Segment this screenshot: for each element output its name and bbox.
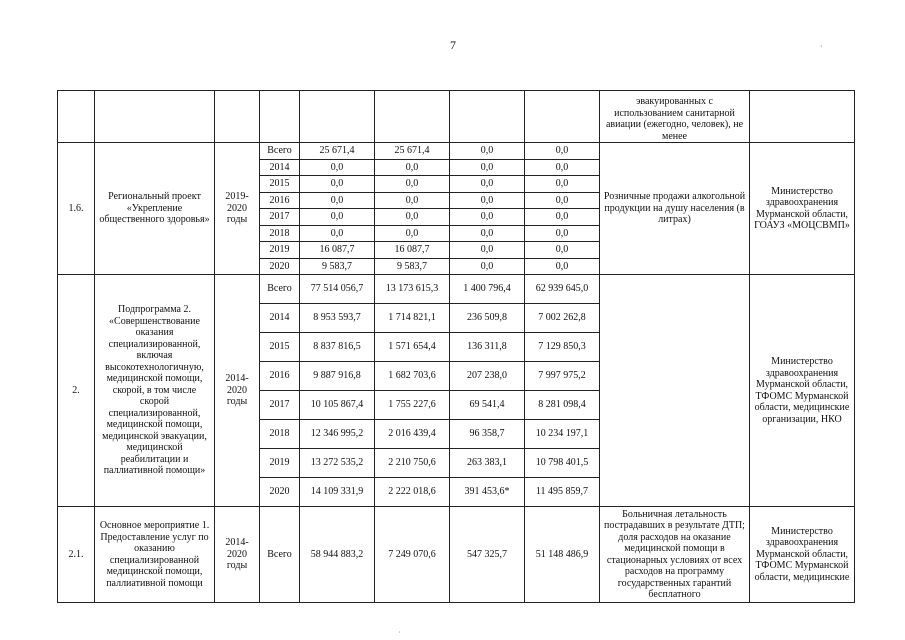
source-3-value: 0,0 <box>525 176 600 193</box>
year-cell: 2020 <box>260 258 300 275</box>
empty-cell <box>375 91 450 143</box>
total-value: 0,0 <box>300 192 375 209</box>
year-cell: 2017 <box>260 391 300 420</box>
total-value: 16 087,7 <box>300 242 375 259</box>
year-cell: 2018 <box>260 420 300 449</box>
source-2-value: 0,0 <box>450 143 525 160</box>
period-cell: 2014-2020 годы <box>215 275 260 507</box>
source-2-value: 0,0 <box>450 209 525 226</box>
source-1-value: 1 714 821,1 <box>375 304 450 333</box>
source-3-value: 7 002 262,8 <box>525 304 600 333</box>
source-1-value: 0,0 <box>375 209 450 226</box>
source-2-value: 1 400 796,4 <box>450 275 525 304</box>
source-1-value: 2 016 439,4 <box>375 420 450 449</box>
page-number: 7 <box>450 38 456 52</box>
measure-name: Подпрограмма 2. «Совершенствование оказания специализированной, включая высокотехнологичную, медицинской помощи, скорой, в том числе скорой специализированной, медицинской помощи, медицинской эвакуации, медицинской реабилитации и паллиативной помощи» <box>95 275 215 507</box>
total-value: 14 109 331,9 <box>300 478 375 507</box>
indicator-cell: эвакуированных с использованием санитарной авиации (ежегодно, человек), не менее <box>600 91 750 143</box>
source-2-value: 0,0 <box>450 258 525 275</box>
source-1-value: 0,0 <box>375 225 450 242</box>
scan-speck: · <box>820 42 823 51</box>
source-2-value: 236 509,8 <box>450 304 525 333</box>
source-3-value: 0,0 <box>525 258 600 275</box>
source-3-value: 0,0 <box>525 192 600 209</box>
indicator-cell: Больничная летальность пострадавших в результате ДТП; доля расходов на оказание медицинской помощи в стационарных условиях от всех расходов на программу государственных гарантий бесплатного <box>600 507 750 603</box>
total-value: 9 583,7 <box>300 258 375 275</box>
source-1-value: 16 087,7 <box>375 242 450 259</box>
empty-cell <box>95 91 215 143</box>
source-3-value: 10 798 401,5 <box>525 449 600 478</box>
source-3-value: 0,0 <box>525 209 600 226</box>
total-value: 0,0 <box>300 159 375 176</box>
measure-name: Основное мероприятие 1. Предоставление услуг по оказанию специализированной медицинской помощи, паллиативной помощи <box>95 507 215 603</box>
executor-cell: Министерство здравоохранения Мурманской области, ТФОМС Мурманской области, медицинские организации, НКО <box>750 275 855 507</box>
source-1-value: 9 583,7 <box>375 258 450 275</box>
table-row <box>58 275 855 304</box>
empty-cell <box>215 91 260 143</box>
year-cell: 2014 <box>260 159 300 176</box>
source-3-value: 62 939 645,0 <box>525 275 600 304</box>
total-value: 8 953 593,7 <box>300 304 375 333</box>
period-cell: 2019-2020 годы <box>215 143 260 275</box>
source-1-value: 0,0 <box>375 192 450 209</box>
source-2-value: 207 238,0 <box>450 362 525 391</box>
row-number: 1.6. <box>58 143 95 275</box>
source-1-value: 7 249 070,6 <box>375 507 450 603</box>
source-2-value: 547 325,7 <box>450 507 525 603</box>
total-value: 8 837 816,5 <box>300 333 375 362</box>
empty-cell <box>750 91 855 143</box>
total-value: 0,0 <box>300 225 375 242</box>
measure-name: Региональный проект «Укрепление общественного здоровья» <box>95 143 215 275</box>
empty-cell <box>260 91 300 143</box>
source-3-value: 0,0 <box>525 242 600 259</box>
source-3-value: 0,0 <box>525 159 600 176</box>
year-cell: Всего <box>260 507 300 603</box>
source-1-value: 2 222 018,6 <box>375 478 450 507</box>
period-cell: 2014-2020 годы <box>215 507 260 603</box>
total-value: 0,0 <box>300 209 375 226</box>
total-value: 12 346 995,2 <box>300 420 375 449</box>
source-1-value: 0,0 <box>375 176 450 193</box>
total-value: 0,0 <box>300 176 375 193</box>
source-3-value: 51 148 486,9 <box>525 507 600 603</box>
source-1-value: 1 682 703,6 <box>375 362 450 391</box>
year-cell: 2014 <box>260 304 300 333</box>
source-3-value: 7 129 850,3 <box>525 333 600 362</box>
source-2-value: 96 358,7 <box>450 420 525 449</box>
source-2-value: 391 453,6* <box>450 478 525 507</box>
year-cell: 2019 <box>260 449 300 478</box>
source-3-value: 11 495 859,7 <box>525 478 600 507</box>
scan-speck: · <box>398 628 401 637</box>
source-2-value: 0,0 <box>450 242 525 259</box>
year-cell: 2019 <box>260 242 300 259</box>
empty-cell <box>450 91 525 143</box>
table-row <box>58 91 855 143</box>
year-cell: Всего <box>260 275 300 304</box>
year-cell: 2018 <box>260 225 300 242</box>
source-3-value: 0,0 <box>525 225 600 242</box>
total-value: 25 671,4 <box>300 143 375 160</box>
table-row <box>58 143 855 160</box>
year-cell: 2015 <box>260 333 300 362</box>
source-1-value: 2 210 750,6 <box>375 449 450 478</box>
executor-cell: Министерство здравоохранения Мурманской области, ГОАУЗ «МОЦСВМП» <box>750 143 855 275</box>
year-cell: 2020 <box>260 478 300 507</box>
total-value: 77 514 056,7 <box>300 275 375 304</box>
total-value: 10 105 867,4 <box>300 391 375 420</box>
year-cell: 2016 <box>260 192 300 209</box>
empty-cell <box>525 91 600 143</box>
source-1-value: 13 173 615,3 <box>375 275 450 304</box>
source-3-value: 7 997 975,2 <box>525 362 600 391</box>
source-2-value: 0,0 <box>450 225 525 242</box>
year-cell: 2015 <box>260 176 300 193</box>
executor-cell: Министерство здравоохранения Мурманской области, ТФОМС Мурманской области, медицинские <box>750 507 855 603</box>
table-row <box>58 507 855 603</box>
source-1-value: 0,0 <box>375 159 450 176</box>
row-number: 2.1. <box>58 507 95 603</box>
source-2-value: 0,0 <box>450 176 525 193</box>
total-value: 9 887 916,8 <box>300 362 375 391</box>
source-1-value: 25 671,4 <box>375 143 450 160</box>
source-2-value: 0,0 <box>450 159 525 176</box>
source-2-value: 263 383,1 <box>450 449 525 478</box>
indicator-cell <box>600 275 750 507</box>
empty-cell <box>58 91 95 143</box>
row-number: 2. <box>58 275 95 507</box>
source-3-value: 8 281 098,4 <box>525 391 600 420</box>
year-cell: Всего <box>260 143 300 160</box>
source-1-value: 1 755 227,6 <box>375 391 450 420</box>
total-value: 13 272 535,2 <box>300 449 375 478</box>
source-1-value: 1 571 654,4 <box>375 333 450 362</box>
total-value: 58 944 883,2 <box>300 507 375 603</box>
empty-cell <box>300 91 375 143</box>
source-2-value: 69 541,4 <box>450 391 525 420</box>
source-2-value: 136 311,8 <box>450 333 525 362</box>
year-cell: 2016 <box>260 362 300 391</box>
source-3-value: 0,0 <box>525 143 600 160</box>
program-table <box>57 90 855 603</box>
source-3-value: 10 234 197,1 <box>525 420 600 449</box>
year-cell: 2017 <box>260 209 300 226</box>
indicator-cell: Розничные продажи алкогольной продукции на душу населения (в литрах) <box>600 143 750 275</box>
source-2-value: 0,0 <box>450 192 525 209</box>
